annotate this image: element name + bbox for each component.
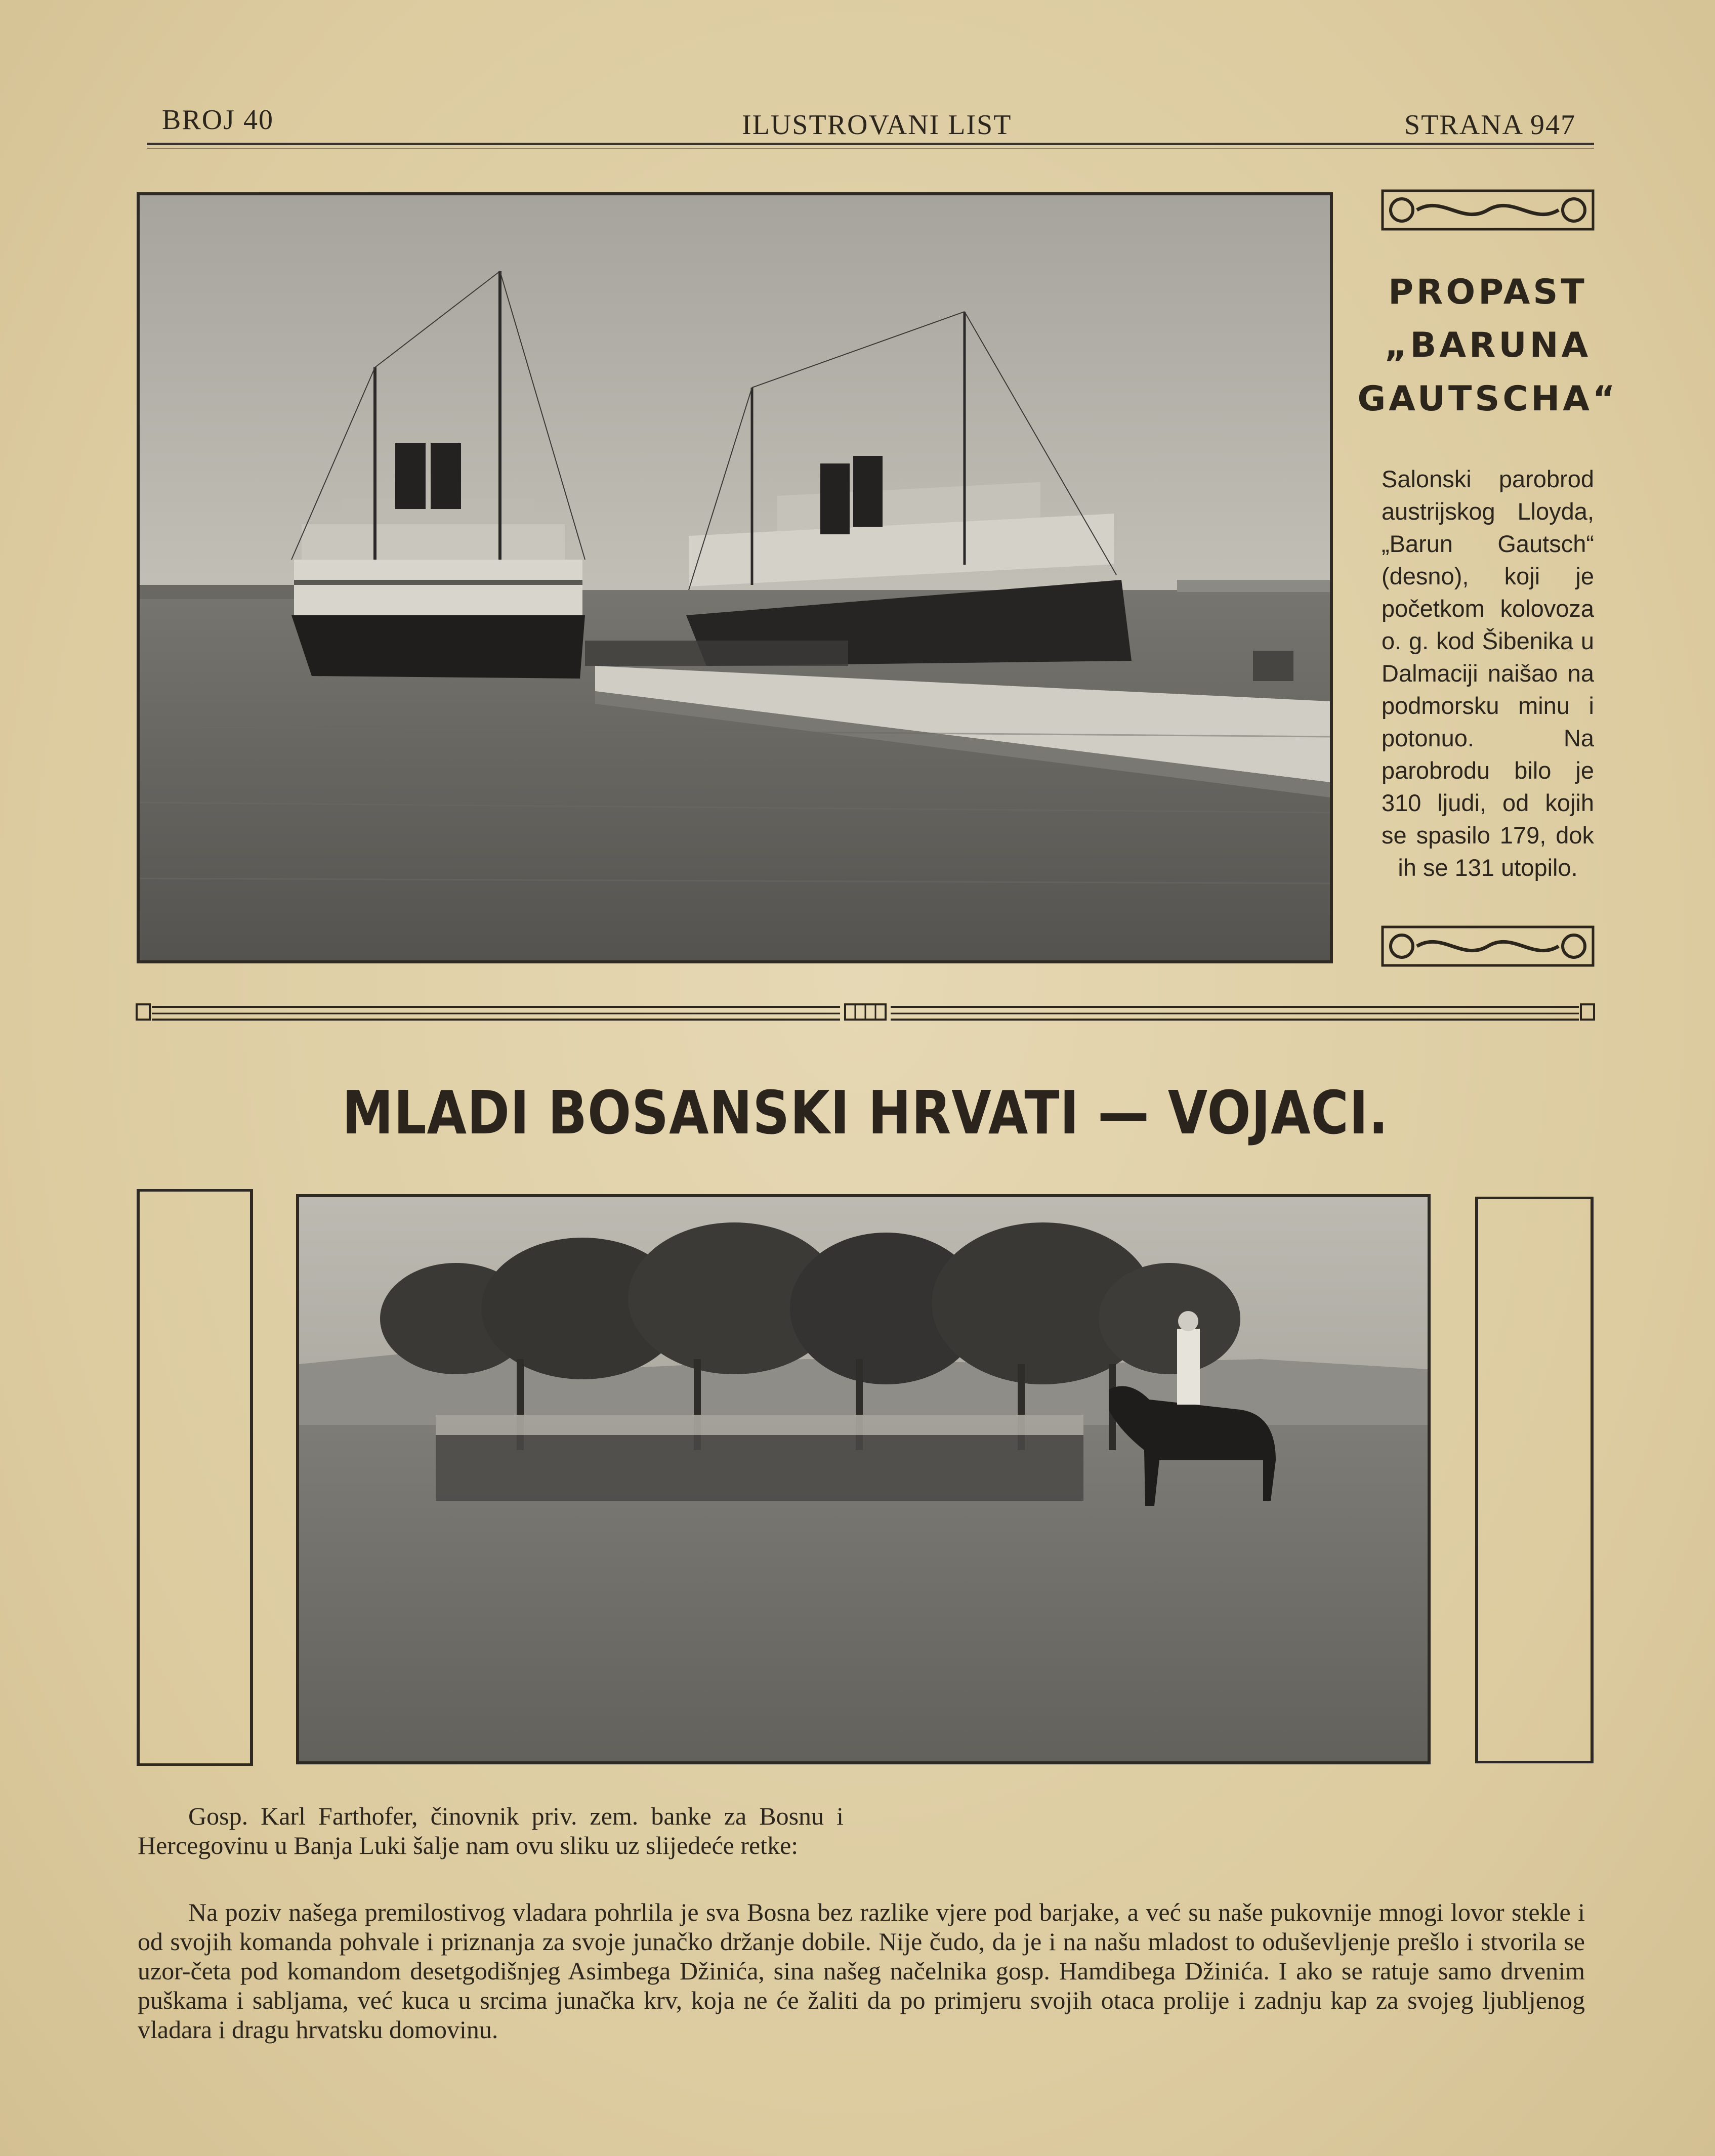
title-line-3: GAUTSCHA“ [1357,378,1618,419]
section-divider [137,999,1594,1025]
article-paragraph-2: Na poziv našega premilostivog vladara pohrlila je sva Bosna bez razlike vjere pod barjake, a već su naše pukovnije mnogi lovor stekle i od svojih komanda pohvale i priznanja za svoje junačko držanje dobile. Nije čudo, da je i na našu mladost to oduševljenje prešlo i stvorila se uzor-četa pod komandom desetgodišnjeg Asimbega Džinića, sina našeg načelnika gosp. Hamdibega Džinića. I ako se ratuje samo drvenim puškama i sabljama, već kuca u srcima junačka krv, koja ne će žaliti da po primjeru svojih otaca prolije i zadnju kap za svojeg ljubljenog vladara i dragu hrvatsku domovinu. [138,1898,1585,2044]
young-soldiers-photo [296,1194,1431,1764]
header-rule [147,143,1594,145]
right-frame-box [1475,1197,1594,1763]
issue-number: BROJ 40 [162,104,274,136]
article-paragraph-1: Gosp. Karl Farthofer, činovnik priv. zem. banke za Bosnu i Hercegovinu u Banja Luki šalje nam ovu sliku uz slijedeće retke: [138,1802,844,1859]
title-line-1: PROPAST [1388,272,1587,312]
title-line-2: „BARUNA [1384,325,1592,366]
page-number: STRANA 947 [1404,109,1576,141]
ornament-bottom [1382,926,1594,966]
young-soldiers-photo-illustration [299,1197,1428,1761]
left-frame-box [137,1189,253,1766]
ship-story-title [1356,266,1619,426]
ships-photo [137,192,1333,963]
ships-photo-illustration [140,195,1330,960]
article-column-2 [138,1897,1585,2044]
main-headline: MLADI BOSANSKI HRVATI — VOJACI. [342,1078,1389,1148]
ship-story-caption: Salonski parobrod austrijskog Lloyda, „Barun Gautsch“ (desno), koji je početkom kolovoza o. g. kod Šibenika u Dalmaciji naišao na podmorsku minu i potonuo. Na parobrodu bilo je 310 ljudi, od kojih se spasilo 179, dok ih se 131 utopilo. [1382,466,1594,881]
header-rule-thin [147,148,1594,149]
ornament-top [1382,190,1594,230]
publication-title: ILUSTROVANI LIST [742,109,1012,141]
